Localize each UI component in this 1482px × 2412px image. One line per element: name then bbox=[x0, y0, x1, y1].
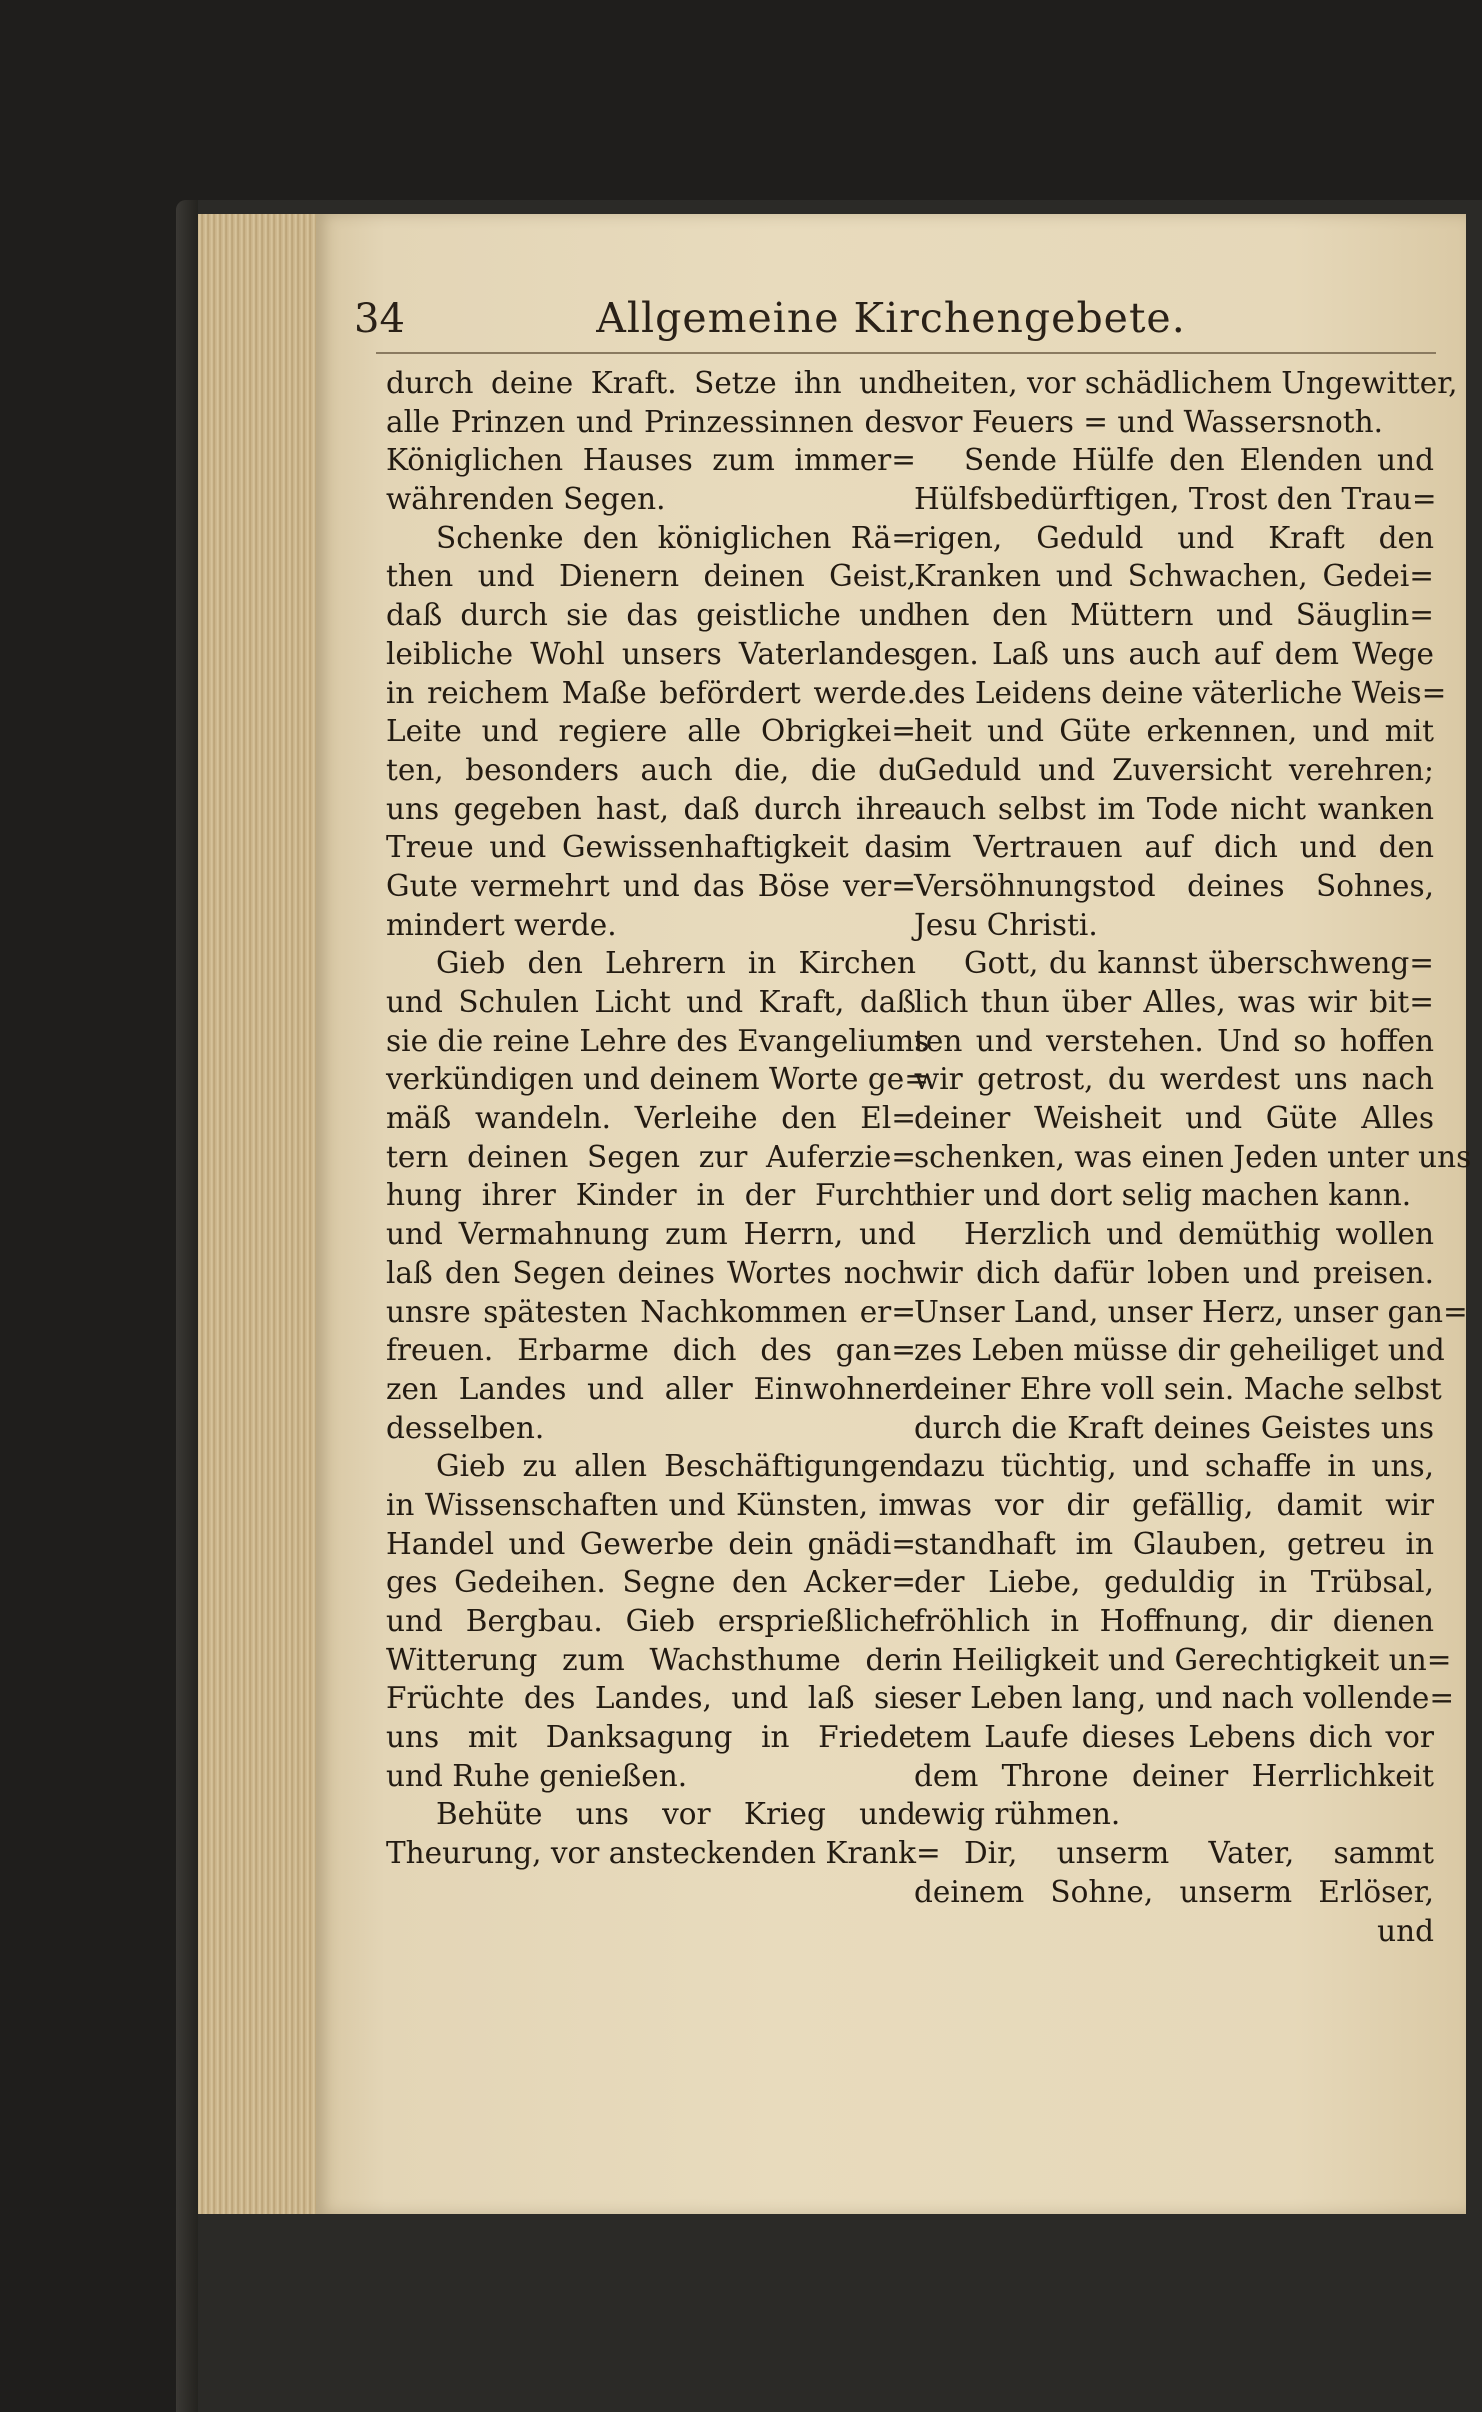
text-line: Königlichen Hauses zum immer= bbox=[386, 443, 916, 478]
text-line: Gieb den Lehrern in Kirchen bbox=[436, 946, 916, 981]
text-line: dem Throne deiner Herrlichkeit bbox=[914, 1758, 1434, 1793]
header-rule bbox=[376, 352, 1436, 354]
text-line: in Heiligkeit und Gerechtigkeit un= bbox=[914, 1642, 1452, 1677]
text-line: hier und dort selig machen kann. bbox=[914, 1178, 1412, 1213]
text-line: Theurung, vor ansteckenden Krank= bbox=[386, 1836, 941, 1871]
text-line: Behüte uns vor Krieg und bbox=[436, 1797, 916, 1832]
text-line: verkündigen und deinem Worte ge= bbox=[386, 1062, 929, 1097]
text-line: mindert werde. bbox=[386, 907, 617, 942]
right-column bbox=[914, 364, 1472, 1950]
text-line: Witterung zum Wachsthume der bbox=[386, 1642, 916, 1677]
text-line: deiner Ehre voll sein. Mache selbst bbox=[914, 1371, 1442, 1406]
text-line: ewig rühmen. bbox=[914, 1797, 1121, 1832]
text-line: uns mit Danksagung in Friede bbox=[386, 1720, 916, 1755]
text-line: vor Feuers = und Wassersnoth. bbox=[914, 404, 1383, 439]
text-line: durch deine Kraft. Setze ihn und bbox=[386, 366, 916, 400]
text-line: rigen, Geduld und Kraft den bbox=[914, 520, 1434, 555]
running-head: Allgemeine Kirchengebete. bbox=[596, 294, 1186, 342]
text-line: alle Prinzen und Prinzessinnen des bbox=[386, 404, 916, 439]
text-line: tern deinen Segen zur Auferzie= bbox=[386, 1139, 916, 1174]
text-line: im Vertrauen auf dich und den bbox=[914, 830, 1434, 865]
text-line: hen den Müttern und Säuglin= bbox=[914, 598, 1434, 633]
text-line: Hülfsbedürftigen, Trost den Trau= bbox=[914, 482, 1437, 517]
text-line: then und Dienern deinen Geist, bbox=[386, 559, 916, 594]
text-line: Gott, du kannst überschweng= bbox=[964, 946, 1434, 981]
text-line: und Vermahnung zum Herrn, und bbox=[386, 1217, 916, 1252]
text-line: was vor dir gefällig, damit wir bbox=[914, 1487, 1434, 1522]
text-line: ten, besonders auch die, die du bbox=[386, 752, 916, 787]
text-line: der Liebe, geduldig in Trübsal, bbox=[914, 1565, 1434, 1600]
text-line: ten und verstehen. Und so hoffen bbox=[914, 1023, 1434, 1058]
text-line: zes Leben müsse dir geheiliget und bbox=[914, 1333, 1445, 1368]
text-line: schenken, was einen Jeden unter uns bbox=[914, 1139, 1472, 1174]
text-line: auch selbst im Tode nicht wanken bbox=[914, 791, 1434, 826]
text-line: des Leidens deine väterliche Weis= bbox=[914, 675, 1447, 710]
text-line: Leite und regiere alle Obrigkei= bbox=[386, 714, 916, 749]
text-line: Gieb zu allen Beschäftigungen bbox=[436, 1449, 916, 1484]
left-column bbox=[386, 364, 941, 1873]
text-line: deinem Sohne, unserm Erlöser, bbox=[914, 1874, 1434, 1909]
text-line: sie die reine Lehre des Evangeliums bbox=[386, 1023, 930, 1058]
text-line: mäß wandeln. Verleihe den El= bbox=[386, 1101, 916, 1136]
text-line: dazu tüchtig, und schaffe in uns, bbox=[914, 1449, 1434, 1484]
text-line: Unser Land, unser Herz, unser gan= bbox=[914, 1294, 1468, 1329]
text-line: Handel und Gewerbe dein gnädi= bbox=[386, 1526, 916, 1561]
text-line: Früchte des Landes, und laß sie bbox=[386, 1681, 916, 1716]
text-line: Herzlich und demüthig wollen bbox=[964, 1217, 1434, 1252]
text-line: ges Gedeihen. Segne den Acker= bbox=[386, 1565, 916, 1600]
page-number: 34 bbox=[354, 296, 405, 342]
book-page bbox=[316, 214, 1472, 2214]
text-line: Geduld und Zuversicht verehren; bbox=[914, 752, 1434, 787]
text-line: wir getrost, du werdest uns nach bbox=[914, 1062, 1434, 1097]
text-line: Treue und Gewissenhaftigkeit das bbox=[386, 830, 916, 865]
text-line: und bbox=[1377, 1913, 1434, 1948]
text-line: in Wissenschaften und Künsten, im bbox=[386, 1487, 916, 1522]
text-line: desselben. bbox=[386, 1410, 545, 1445]
text-line: zen Landes und aller Einwohner bbox=[386, 1371, 916, 1406]
text-line: Versöhnungstod deines Sohnes, bbox=[914, 868, 1434, 903]
page-edges bbox=[198, 214, 318, 2214]
text-line: hung ihrer Kinder in der Furcht bbox=[386, 1178, 916, 1213]
text-line: heit und Güte erkennen, und mit bbox=[914, 714, 1434, 749]
text-line: ser Leben lang, und nach vollende= bbox=[914, 1681, 1455, 1716]
text-line: Schenke den königlichen Rä= bbox=[436, 520, 916, 555]
text-line: und Ruhe genießen. bbox=[386, 1758, 688, 1793]
text-line: in reichem Maße befördert werde. bbox=[386, 675, 916, 710]
text-line: lich thun über Alles, was wir bit= bbox=[914, 985, 1434, 1019]
text-line: tem Laufe dieses Lebens dich vor bbox=[914, 1720, 1434, 1755]
text-line: daß durch sie das geistliche und bbox=[386, 598, 916, 633]
text-line: heiten, vor schädlichem Ungewitter, bbox=[914, 366, 1458, 400]
text-line: und Bergbau. Gieb ersprießliche bbox=[386, 1604, 916, 1638]
text-line: laß den Segen deines Wortes noch bbox=[386, 1255, 916, 1290]
text-line: Dir, unserm Vater, sammt bbox=[964, 1836, 1434, 1871]
cover-edge bbox=[176, 200, 198, 2412]
text-line: durch die Kraft deines Geistes uns bbox=[914, 1410, 1434, 1445]
text-line: Gute vermehrt und das Böse ver= bbox=[386, 868, 916, 903]
text-line: standhaft im Glauben, getreu in bbox=[914, 1526, 1434, 1561]
text-line: Kranken und Schwachen, Gedei= bbox=[914, 559, 1434, 594]
text-line: gen. Laß uns auch auf dem Wege bbox=[914, 636, 1434, 671]
text-line: währenden Segen. bbox=[386, 482, 666, 517]
text-line: uns gegeben hast, daß durch ihre bbox=[386, 791, 916, 826]
text-line: Jesu Christi. bbox=[914, 907, 1098, 942]
text-line: deiner Weisheit und Güte Alles bbox=[914, 1101, 1434, 1136]
text-line: Sende Hülfe den Elenden und bbox=[964, 443, 1434, 478]
text-line: freuen. Erbarme dich des gan= bbox=[386, 1333, 916, 1368]
text-line: leibliche Wohl unsers Vaterlandes bbox=[386, 636, 916, 671]
text-line: fröhlich in Hoffnung, dir dienen bbox=[914, 1604, 1434, 1638]
text-line: und Schulen Licht und Kraft, daß bbox=[386, 985, 916, 1019]
text-line: wir dich dafür loben und preisen. bbox=[914, 1255, 1434, 1290]
text-line: unsre spätesten Nachkommen er= bbox=[386, 1294, 916, 1329]
